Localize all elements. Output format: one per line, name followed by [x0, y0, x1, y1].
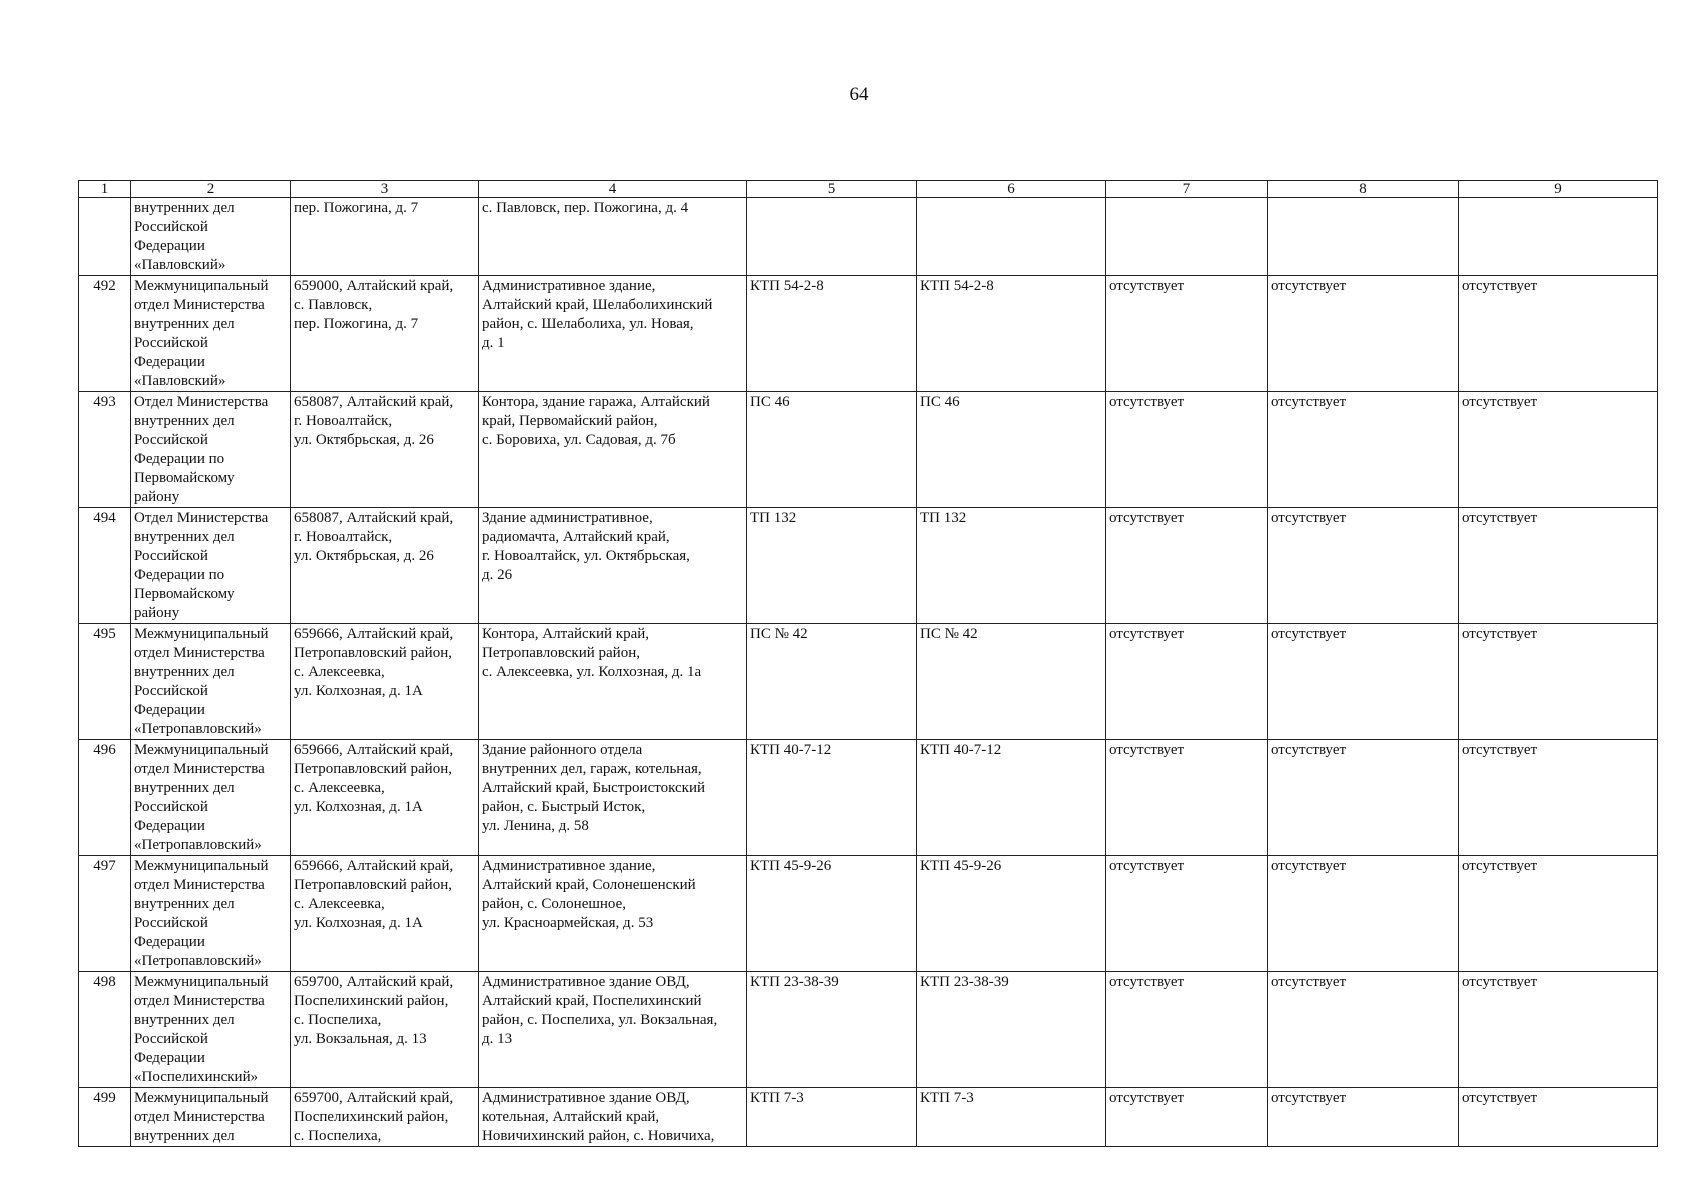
table-row	[79, 856, 1658, 972]
row-number: 496	[79, 740, 131, 856]
substation-cell	[747, 198, 917, 276]
object-address-cell: Административное здание, Алтайский край, Солонешенский район, с. Солонешное, ул. Красноармейская, д. 53	[479, 856, 747, 972]
substation-cell: ТП 132	[917, 508, 1106, 624]
table-row	[79, 1088, 1658, 1147]
organization-cell: Отдел Министерства внутренних дел Российской Федерации по Первомайскому району	[131, 508, 291, 624]
organization-cell: Межмуниципальный отдел Министерства внутренних дел Российской Федерации «Павловский»	[131, 276, 291, 392]
status-cell: отсутствует	[1106, 856, 1268, 972]
status-cell: отсутствует	[1268, 856, 1459, 972]
organization-cell: Межмуниципальный отдел Министерства внутренних дел Российской Федерации «Петропавловский»	[131, 856, 291, 972]
status-cell: отсутствует	[1106, 624, 1268, 740]
column-header: 6	[917, 181, 1106, 198]
status-cell: отсутствует	[1106, 1088, 1268, 1147]
substation-cell: КТП 23-38-39	[747, 972, 917, 1088]
legal-address-cell: 659700, Алтайский край, Поспелихинский район, с. Поспелиха,	[291, 1088, 479, 1147]
organization-cell: внутренних дел Российской Федерации «Павловский»	[131, 198, 291, 276]
object-address-cell: Контора, здание гаража, Алтайский край, Первомайский район, с. Боровиха, ул. Садовая, д. 7б	[479, 392, 747, 508]
substation-cell: КТП 7-3	[917, 1088, 1106, 1147]
legal-address-cell: 659666, Алтайский край, Петропавловский район, с. Алексеевка, ул. Колхозная, д. 1А	[291, 624, 479, 740]
substation-cell: КТП 23-38-39	[917, 972, 1106, 1088]
legal-address-cell: 659000, Алтайский край, с. Павловск, пер. Пожогина, д. 7	[291, 276, 479, 392]
table-row	[79, 740, 1658, 856]
page-number: 64	[849, 84, 869, 105]
status-cell: отсутствует	[1459, 276, 1658, 392]
substation-cell: ПС № 42	[747, 624, 917, 740]
legal-address-cell: 658087, Алтайский край, г. Новоалтайск, ул. Октябрьская, д. 26	[291, 392, 479, 508]
substation-cell: ПС 46	[747, 392, 917, 508]
substation-cell: КТП 54-2-8	[747, 276, 917, 392]
row-number: 492	[79, 276, 131, 392]
substation-cell: КТП 40-7-12	[917, 740, 1106, 856]
object-address-cell: Здание административное, радиомачта, Алтайский край, г. Новоалтайск, ул. Октябрьская, д. 26	[479, 508, 747, 624]
status-cell: отсутствует	[1459, 856, 1658, 972]
object-address-cell: Административное здание ОВД, котельная, Алтайский край, Новичихинский район, с. Новичиха,	[479, 1088, 747, 1147]
status-cell: отсутствует	[1268, 1088, 1459, 1147]
object-address-cell: Административное здание ОВД, Алтайский край, Поспелихинский район, с. Поспелиха, ул. Вокзальная, д. 13	[479, 972, 747, 1088]
table-row	[79, 972, 1658, 1088]
row-number: 497	[79, 856, 131, 972]
legal-address-cell: пер. Пожогина, д. 7	[291, 198, 479, 276]
organization-cell: Межмуниципальный отдел Министерства внутренних дел Российской Федерации «Поспелихинский»	[131, 972, 291, 1088]
substation-cell: ПС 46	[917, 392, 1106, 508]
object-address-cell: Здание районного отдела внутренних дел, гараж, котельная, Алтайский край, Быстроистокский район, с. Быстрый Исток, ул. Ленина, д. 58	[479, 740, 747, 856]
substation-cell: КТП 54-2-8	[917, 276, 1106, 392]
status-cell: отсутствует	[1459, 1088, 1658, 1147]
status-cell: отсутствует	[1459, 508, 1658, 624]
object-address-cell: Контора, Алтайский край, Петропавловский район, с. Алексеевка, ул. Колхозная, д. 1а	[479, 624, 747, 740]
status-cell: отсутствует	[1459, 624, 1658, 740]
column-header: 1	[79, 181, 131, 198]
table-row	[79, 198, 1658, 276]
substation-cell: КТП 45-9-26	[747, 856, 917, 972]
row-number: 495	[79, 624, 131, 740]
column-header: 9	[1459, 181, 1658, 198]
status-cell: отсутствует	[1106, 972, 1268, 1088]
substation-cell: ПС № 42	[917, 624, 1106, 740]
column-header: 2	[131, 181, 291, 198]
table-row	[79, 508, 1658, 624]
row-number: 494	[79, 508, 131, 624]
status-cell: отсутствует	[1268, 740, 1459, 856]
organization-cell: Отдел Министерства внутренних дел Российской Федерации по Первомайскому району	[131, 392, 291, 508]
row-number: 493	[79, 392, 131, 508]
row-number: 499	[79, 1088, 131, 1147]
row-number	[79, 198, 131, 276]
column-header: 3	[291, 181, 479, 198]
status-cell: отсутствует	[1459, 392, 1658, 508]
status-cell: отсутствует	[1268, 972, 1459, 1088]
column-header: 8	[1268, 181, 1459, 198]
substation-cell: КТП 45-9-26	[917, 856, 1106, 972]
legal-address-cell: 659666, Алтайский край, Петропавловский район, с. Алексеевка, ул. Колхозная, д. 1А	[291, 856, 479, 972]
substation-cell: КТП 40-7-12	[747, 740, 917, 856]
status-cell: отсутствует	[1106, 276, 1268, 392]
column-header: 4	[479, 181, 747, 198]
status-cell: отсутствует	[1106, 740, 1268, 856]
table-row	[79, 624, 1658, 740]
row-number: 498	[79, 972, 131, 1088]
legal-address-cell: 659666, Алтайский край, Петропавловский район, с. Алексеевка, ул. Колхозная, д. 1А	[291, 740, 479, 856]
organization-cell: Межмуниципальный отдел Министерства внутренних дел Российской Федерации «Петропавловский»	[131, 624, 291, 740]
status-cell: отсутствует	[1268, 392, 1459, 508]
object-address-cell: с. Павловск, пер. Пожогина, д. 4	[479, 198, 747, 276]
legal-address-cell: 659700, Алтайский край, Поспелихинский район, с. Поспелиха, ул. Вокзальная, д. 13	[291, 972, 479, 1088]
status-cell: отсутствует	[1459, 740, 1658, 856]
substation-cell: КТП 7-3	[747, 1088, 917, 1147]
status-cell: отсутствует	[1106, 508, 1268, 624]
status-cell	[1459, 198, 1658, 276]
substation-cell	[917, 198, 1106, 276]
substation-cell: ТП 132	[747, 508, 917, 624]
column-header: 5	[747, 181, 917, 198]
status-cell: отсутствует	[1268, 276, 1459, 392]
legal-address-cell: 658087, Алтайский край, г. Новоалтайск, ул. Октябрьская, д. 26	[291, 508, 479, 624]
organization-cell: Межмуниципальный отдел Министерства внутренних дел	[131, 1088, 291, 1147]
status-cell: отсутствует	[1459, 972, 1658, 1088]
status-cell: отсутствует	[1268, 508, 1459, 624]
column-header: 7	[1106, 181, 1268, 198]
column-number-row	[79, 181, 1658, 198]
status-cell	[1268, 198, 1459, 276]
status-cell: отсутствует	[1268, 624, 1459, 740]
organization-cell: Межмуниципальный отдел Министерства внутренних дел Российской Федерации «Петропавловский»	[131, 740, 291, 856]
table-row	[79, 276, 1658, 392]
object-address-cell: Административное здание, Алтайский край, Шелаболихинский район, с. Шелаболиха, ул. Новая, д. 1	[479, 276, 747, 392]
status-cell	[1106, 198, 1268, 276]
register-table	[78, 180, 1658, 1147]
table-row	[79, 392, 1658, 508]
status-cell: отсутствует	[1106, 392, 1268, 508]
